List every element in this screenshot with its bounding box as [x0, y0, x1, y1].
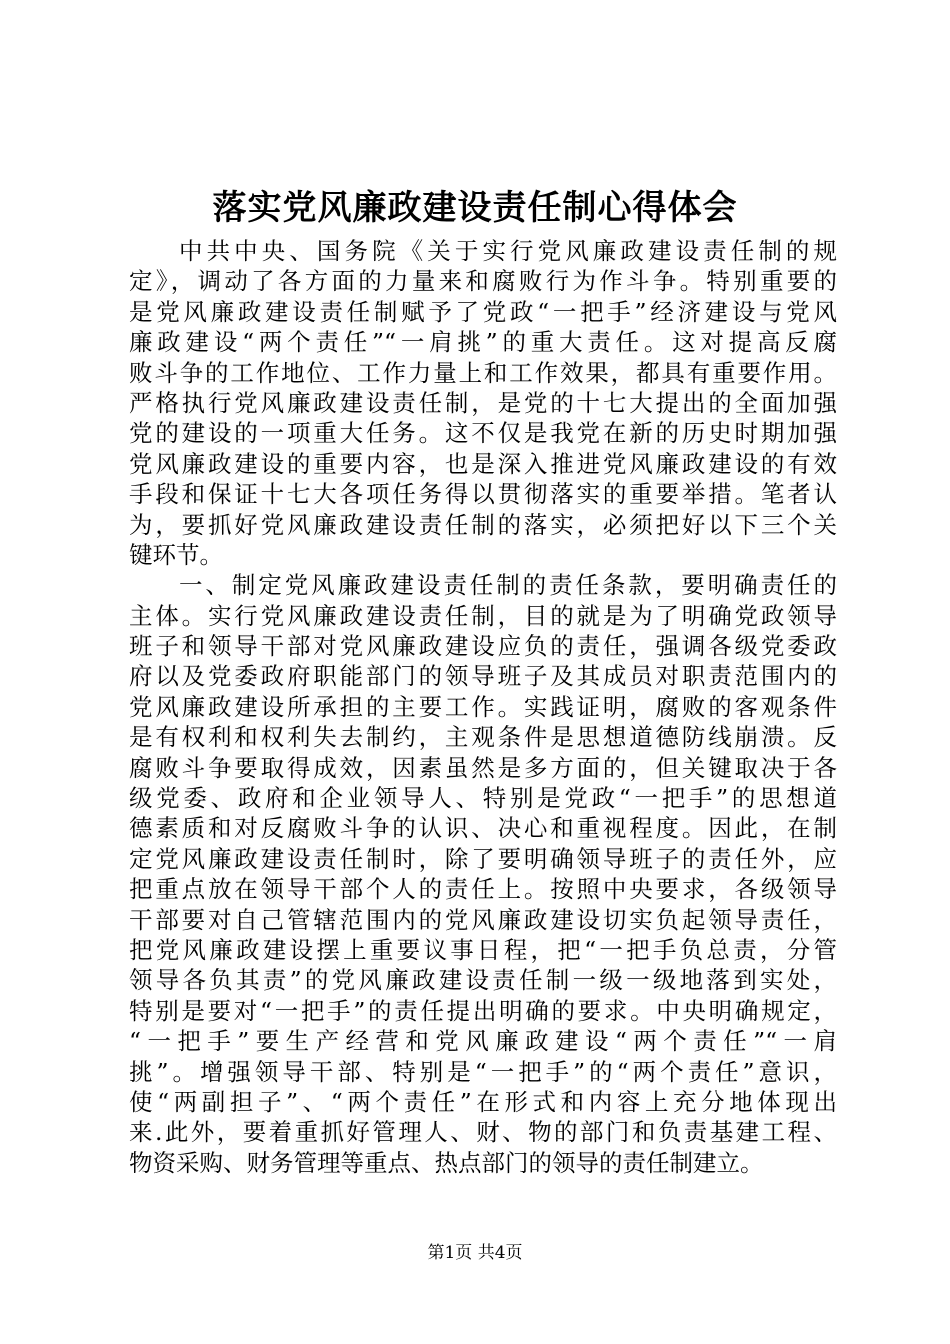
paragraph-2-line-20: 物资采购、财务管理等重点、热点部门的领导的责任制建立。 [129, 1148, 764, 1177]
paragraph-1-line-3: 是党风廉政建设责任制赋予了党政“一把手”经济建设与党风 [129, 297, 837, 326]
paragraph-2-line-5: 党风廉政建设所承担的主要工作。实践证明，腐败的客观条件 [129, 692, 837, 721]
paragraph-2-line-3: 班子和领导干部对党风廉政建设应负的责任，强调各级党委政 [129, 632, 837, 661]
paragraph-2-line-11: 把重点放在领导干部个人的责任上。按照中央要求，各级领导 [129, 875, 837, 904]
document-title: 落实党风廉政建设责任制心得体会 [212, 188, 738, 228]
paragraph-2-line-12: 干部要对自己管辖范围内的党风廉政建设切实负起领导责任， [129, 905, 837, 934]
paragraph-2-line-9: 德素质和对反腐败斗争的认识、决心和重视程度。因此，在制 [129, 814, 837, 843]
paragraph-2-line-7: 腐败斗争要取得成效，因素虽然是多方面的，但关键取决于各 [129, 753, 837, 782]
paragraph-2-line-14: 领导各负其责”的党风廉政建设责任制一级一级地落到实处， [129, 966, 837, 995]
page-number: 第1页 共4页 [427, 1243, 523, 1263]
paragraph-2-line-19: 来.此外，要着重抓好管理人、财、物的部门和负责基建工程、 [129, 1118, 837, 1147]
paragraph-1-line-1: 中共中央、国务院《关于实行党风廉政建设责任制的规 [179, 237, 837, 265]
paragraph-2-line-15: 特别是要对“一把手”的责任提出明确的要求。中央明确规定， [129, 996, 837, 1025]
paragraph-2-line-18: 使“两副担子”、“两个责任”在形式和内容上充分地体现出 [129, 1087, 837, 1116]
paragraph-1-line-5: 败斗争的工作地位、工作力量上和工作效果，都具有重要作用。 [129, 358, 837, 387]
paragraph-2-line-8: 级党委、政府和企业领导人、特别是党政“一把手”的思想道 [129, 784, 837, 813]
paragraph-2-line-16: “一把手”要生产经营和党风廉政建设“两个责任”“一肩 [129, 1027, 837, 1056]
paragraph-2-line-13: 把党风廉政建设摆上重要议事日程，把“一把手负总责，分管 [129, 935, 837, 964]
paragraph-1-line-9: 手段和保证十七大各项任务得以贯彻落实的重要举措。笔者认 [129, 480, 837, 509]
paragraph-1-line-4: 廉政建设“两个责任”“一肩挑”的重大责任。这对提高反腐 [129, 328, 837, 357]
document-body [129, 236, 837, 1178]
paragraph-1-line-7: 党的建设的一项重大任务。这不仅是我党在新的历史时期加强 [129, 419, 837, 448]
paragraph-1-line-6: 严格执行党风廉政建设责任制，是党的十七大提出的全面加强 [129, 388, 837, 417]
paragraph-1-line-2: 定》，调动了各方面的力量来和腐败行为作斗争。特别重要的 [129, 267, 837, 296]
paragraph-1-line-10: 为，要抓好党风廉政建设责任制的落实，必须把好以下三个关 [129, 510, 837, 539]
paragraph-2-line-17: 挑”。增强领导干部、特别是“一把手”的“两个责任”意识， [129, 1057, 837, 1086]
paragraph-1-line-8: 党风廉政建设的重要内容，也是深入推进党风廉政建设的有效 [129, 449, 837, 478]
paragraph-2-line-10: 定党风廉政建设责任制时，除了要明确领导班子的责任外，应 [129, 844, 837, 873]
paragraph-2-line-4: 府以及党委政府职能部门的领导班子及其成员对职责范围内的 [129, 662, 837, 691]
paragraph-1-line-11: 键环节。 [129, 540, 223, 569]
paragraph-2-line-6: 是有权利和权利失去制约，主观条件是思想道德防线崩溃。反 [129, 723, 837, 752]
paragraph-2-line-2: 主体。实行党风廉政建设责任制，目的就是为了明确党政领导 [129, 601, 837, 630]
paragraph-2-line-1: 一、制定党风廉政建设责任制的责任条款，要明确责任的 [179, 571, 837, 600]
